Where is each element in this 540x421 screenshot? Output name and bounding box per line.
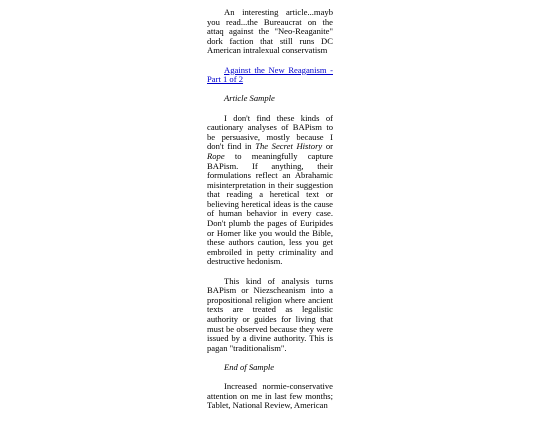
- sample-paragraph-1-text-c: to meaningfully capture BAPism. If anything, their formulations reflect an Abrahamic misinterpretation in their suggestion that reading a heretical text or believing heretical ideas is the cause of human behavior in every case. Don't plumb the pages of Euripides or Homer like you would the Bible, these authors caution, less you get embroiled in petty criminality and destructive hedonism.: [207, 150, 333, 267]
- sample-start-label: Article Sample: [224, 93, 275, 104]
- article-link[interactable]: Against the New Reaganism - Part 1 of 2: [207, 64, 333, 85]
- book-title-rope: Rope: [207, 150, 225, 161]
- sample-paragraph-1: [207, 114, 333, 268]
- closing-paragraph: Increased normie-conservative attention on me in last few months; Tablet, National Review, American: [207, 381, 333, 411]
- intro-paragraph: An interesting article...mayb you read...the Bureaucrat on the attaq against the "Neo-Reaganite" dork faction that still runs DC American intralexual conservatism: [207, 7, 333, 56]
- article-link-paragraph: [207, 66, 333, 85]
- sample-paragraph-2: This kind of analysis turns BAPism or Niezscheanism into a propositional religion where ancient texts are treated as legalistic authority or guides for living that must be observed because they were issued by a divine authority. This is pagan "traditionalism".: [207, 275, 333, 353]
- article-column: [207, 8, 333, 421]
- sample-end-label: End of Sample: [224, 361, 275, 372]
- sample-paragraph-1-text-b: or: [322, 141, 333, 152]
- sample-paragraph-1-text-a: I don't find these kinds of cautionary analyses of BAPism to be persuasive, mostly because I don't find in: [207, 112, 333, 152]
- book-title-secret-history: The Secret History: [255, 141, 323, 152]
